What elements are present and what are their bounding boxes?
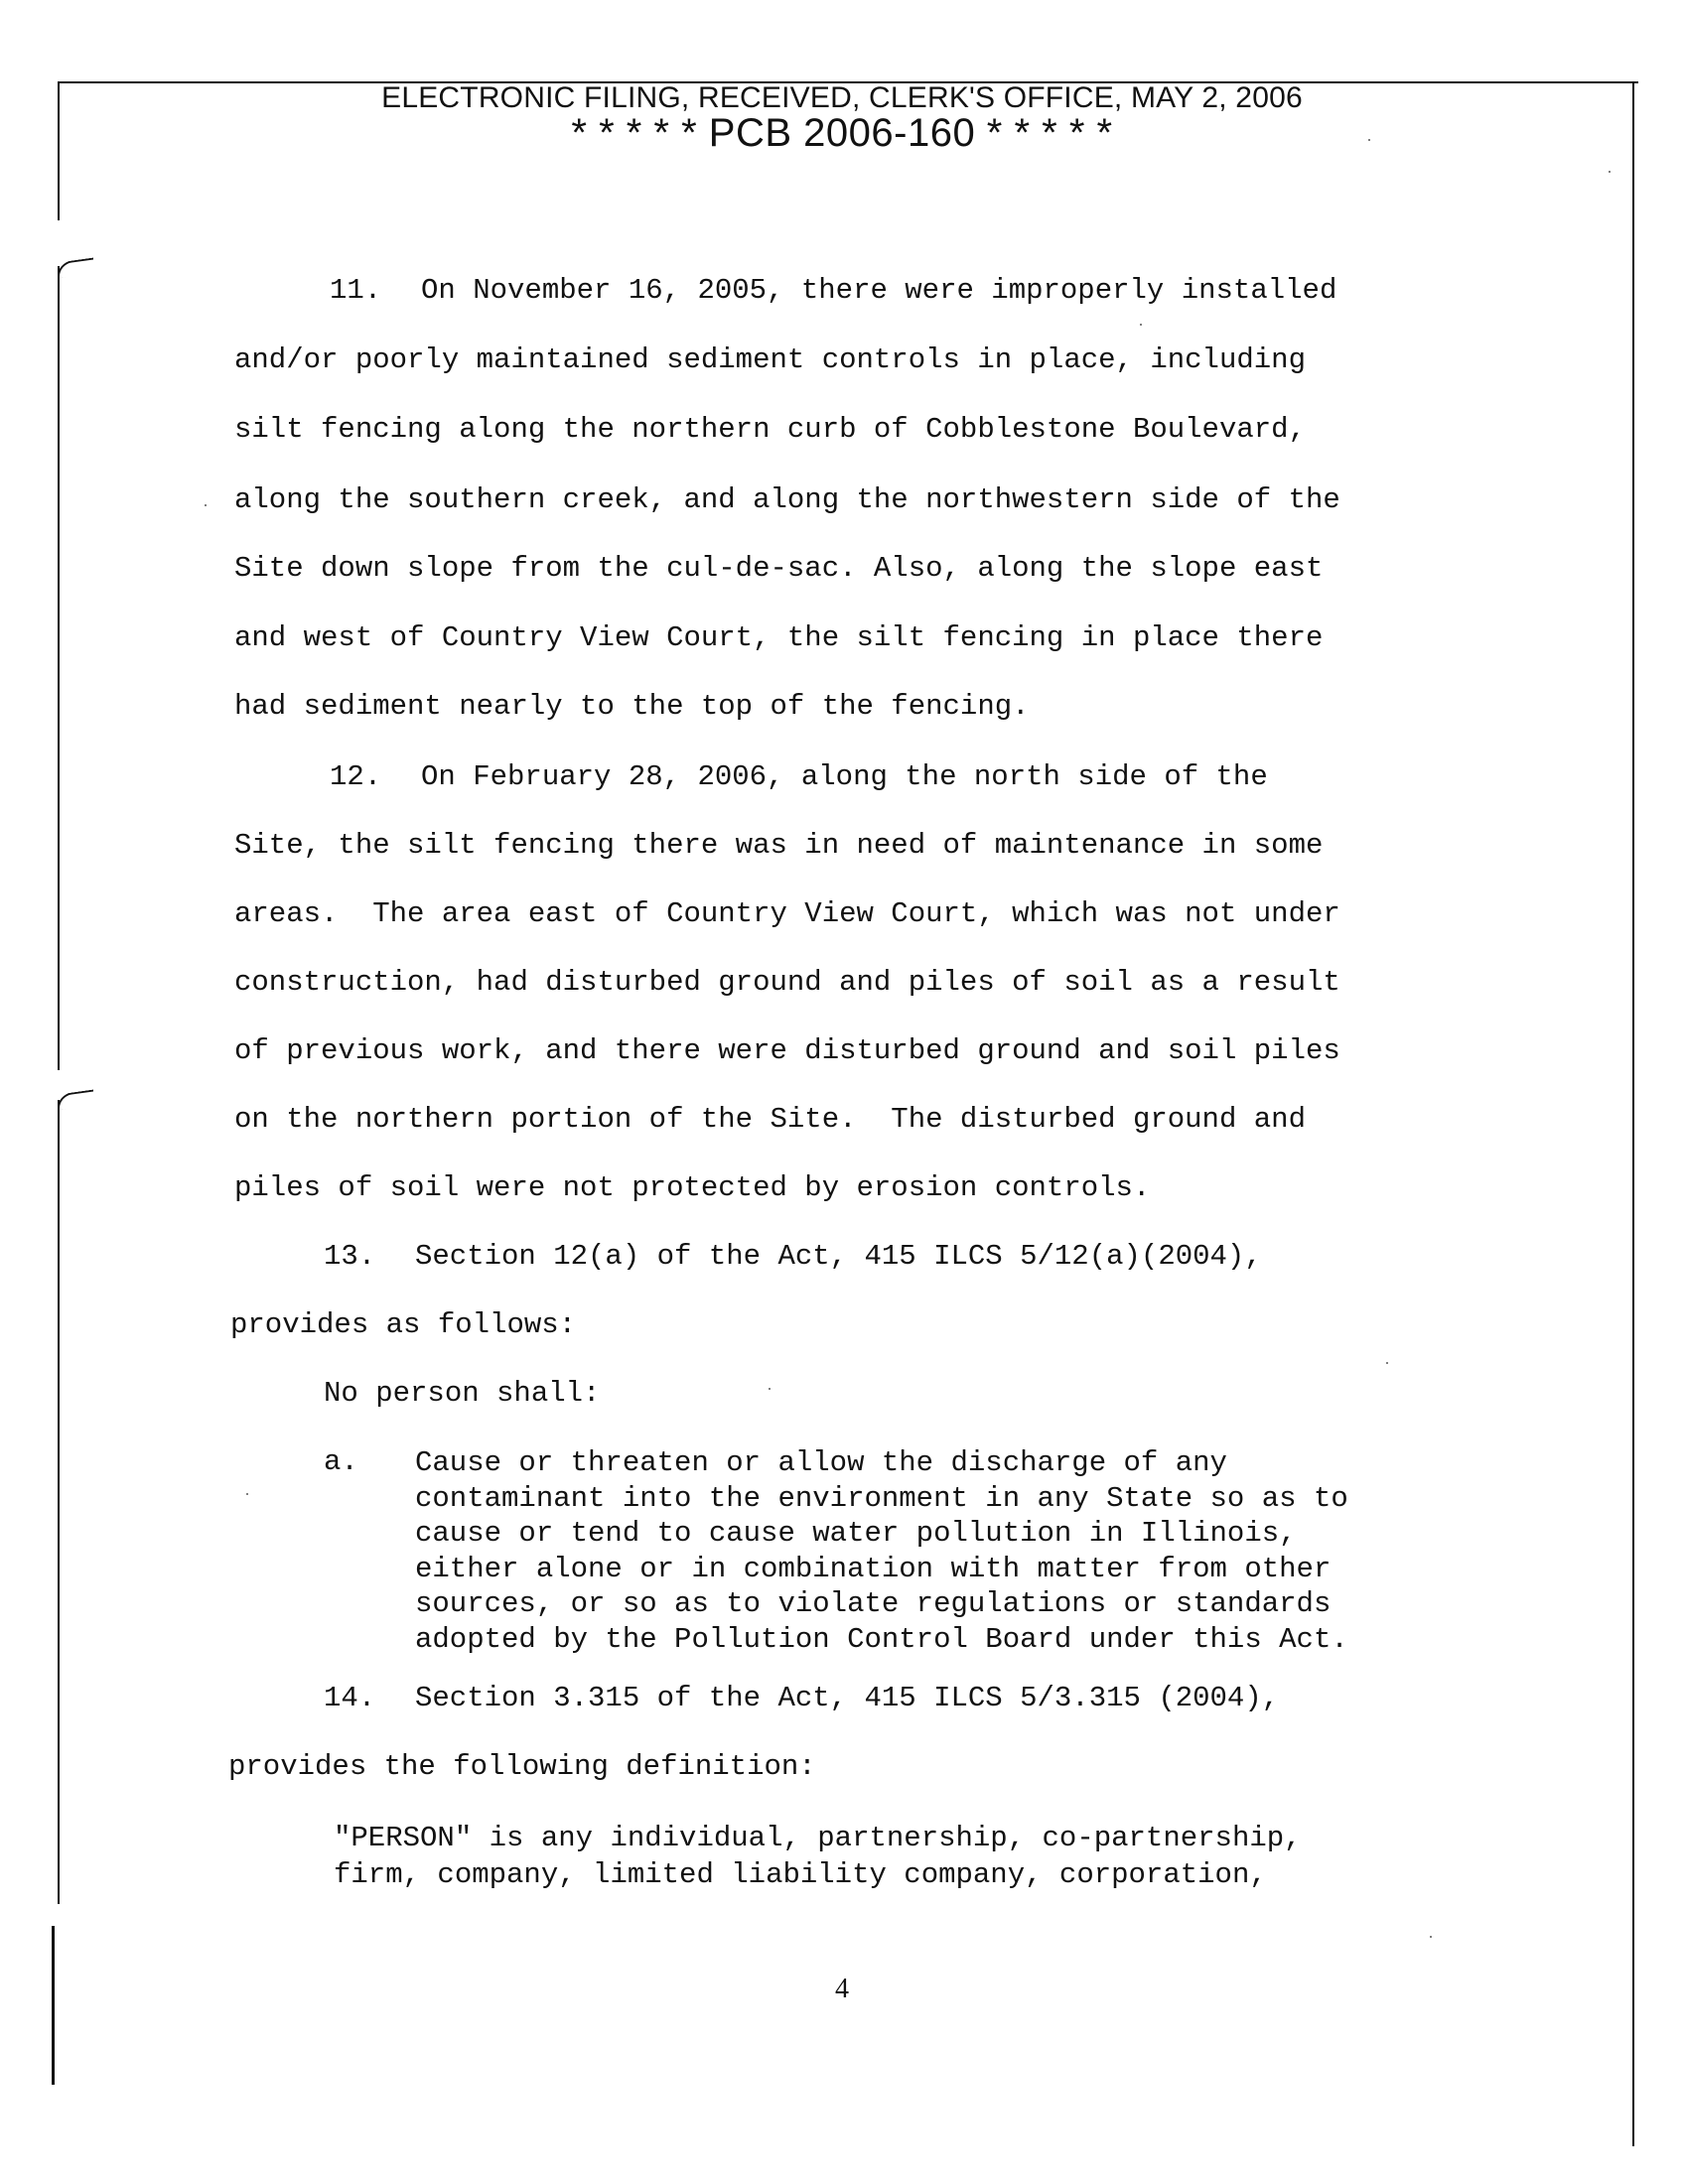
case-number: * * * * * PCB 2006-160 * * * * * xyxy=(571,111,1113,155)
right-border-line xyxy=(1632,81,1634,2146)
quote-line: adopted by the Pollution Control Board under this Act. xyxy=(415,1622,1348,1656)
paragraph-14-first-line xyxy=(324,1679,1279,1718)
paragraph-12-first-line xyxy=(330,757,1268,797)
scan-speck xyxy=(1140,324,1142,326)
scan-speck xyxy=(1430,1936,1432,1938)
paragraph-number: 11. xyxy=(330,274,382,307)
page-number: 4 xyxy=(835,1974,849,2004)
scan-speck xyxy=(769,1388,771,1390)
paragraph-line: Section 3.315 of the Act, 415 ILCS 5/3.315 (2004), xyxy=(415,1682,1280,1714)
left-border-line xyxy=(58,266,60,1070)
paragraph-line: areas. The area east of Country View Court, which was not under xyxy=(234,897,1340,930)
filing-stamp: ELECTRONIC FILING, RECEIVED, CLERK'S OFFICE, MAY 2, 2006 xyxy=(381,81,1303,114)
quote-line: sources, or so as to violate regulations or standards xyxy=(415,1587,1332,1620)
left-border-line xyxy=(52,1926,55,2085)
paragraph-line: Site down slope from the cul-de-sac. Also, along the slope east xyxy=(234,552,1324,585)
paragraph-line: construction, had disturbed ground and piles of soil as a result xyxy=(234,966,1340,999)
paragraph-line: and/or poorly maintained sediment controls in place, including xyxy=(234,343,1306,376)
paragraph-line: silt fencing along the northern curb of Cobblestone Boulevard, xyxy=(234,413,1306,446)
quote-line: either alone or in combination with matter from other xyxy=(415,1552,1332,1585)
scan-speck xyxy=(1386,1362,1388,1364)
paragraph-line: On November 16, 2005, there were improperly installed xyxy=(421,274,1337,307)
scan-speck xyxy=(246,1493,248,1495)
paragraph-11-first-line xyxy=(330,271,1336,311)
paragraph-number: 13. xyxy=(324,1240,376,1273)
paragraph-line: Section 12(a) of the Act, 415 ILCS 5/12(a)(2004), xyxy=(415,1240,1262,1273)
paragraph-line: Site, the silt fencing there was in need of maintenance in some xyxy=(234,829,1324,862)
paragraph-number: 12. xyxy=(330,760,382,793)
quote-intro: No person shall: xyxy=(324,1377,601,1410)
definition-line: "PERSON" is any individual, partnership, co-partnership, xyxy=(334,1822,1302,1854)
scan-speck xyxy=(205,504,207,506)
paragraph-line: and west of Country View Court, the silt fencing in place there xyxy=(234,621,1324,654)
quote-line: cause or tend to cause water pollution in Illinois, xyxy=(415,1517,1297,1550)
paragraph-line: provides the following definition: xyxy=(228,1750,816,1783)
paragraph-line: on the northern portion of the Site. The disturbed ground and xyxy=(234,1103,1306,1136)
paragraph-line: piles of soil were not protected by erosion controls. xyxy=(234,1171,1151,1204)
paragraph-line: had sediment nearly to the top of the fencing. xyxy=(234,690,1030,723)
list-item-label: a. xyxy=(324,1445,358,1478)
paragraph-line: On February 28, 2006, along the north side of the xyxy=(421,760,1268,793)
binding-mark xyxy=(58,1089,93,1110)
paragraph-line: of previous work, and there were disturbed ground and soil piles xyxy=(234,1034,1340,1067)
binding-mark xyxy=(58,257,93,278)
paragraph-line: provides as follows: xyxy=(230,1308,577,1341)
quote-line: Cause or threaten or allow the discharge of any xyxy=(415,1446,1227,1479)
scan-speck xyxy=(1609,171,1611,173)
paragraph-number: 14. xyxy=(324,1682,376,1714)
definition-block xyxy=(334,1820,1302,1893)
paragraph-line: along the southern creek, and along the northwestern side of the xyxy=(234,483,1340,516)
quote-line: contaminant into the environment in any State so as to xyxy=(415,1481,1348,1515)
definition-line: firm, company, limited liability company, corporation, xyxy=(334,1858,1267,1891)
paragraph-13-first-line xyxy=(324,1237,1262,1277)
quoted-statute-block xyxy=(415,1445,1348,1657)
left-border-line xyxy=(58,1100,60,1904)
